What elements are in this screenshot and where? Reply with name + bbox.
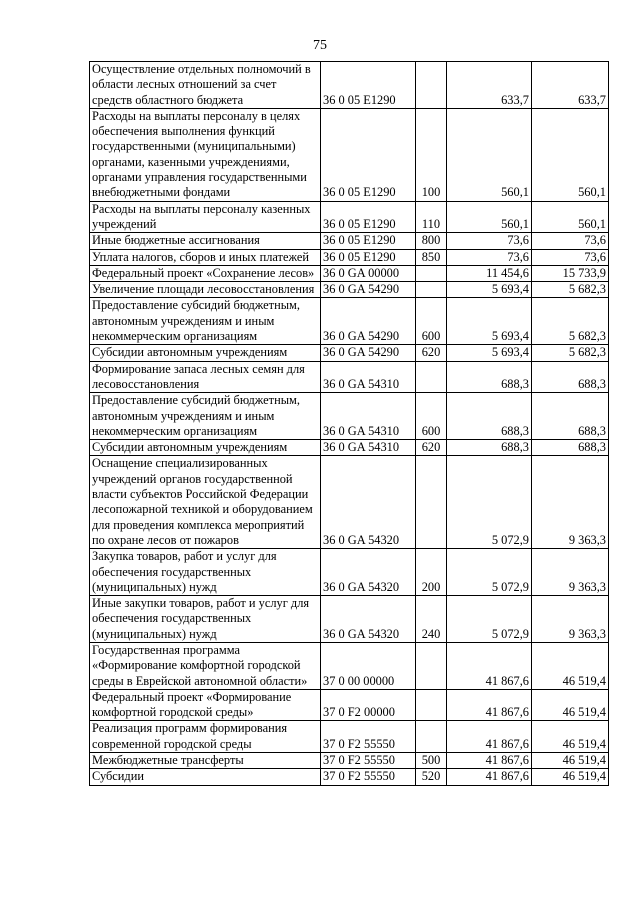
table-row: [90, 282, 609, 298]
row-amount-year1-cell: 73,6: [447, 233, 532, 249]
table-row: [90, 265, 609, 281]
row-amount-year2-cell: 46 519,4: [532, 753, 609, 769]
row-amount-year2-cell: 9 363,3: [532, 456, 609, 549]
row-amount-year1-cell: 688,3: [447, 393, 532, 440]
row-expense-type-cell: 110: [416, 201, 447, 233]
row-code-cell: 36 0 GA 54310: [321, 361, 416, 393]
row-amount-year2-cell: 73,6: [532, 233, 609, 249]
row-amount-year1-cell: 688,3: [447, 440, 532, 456]
row-name-cell: Предоставление субсидий бюджетным, автономным учреждениям и иным некоммерческим организациям: [90, 298, 321, 345]
row-expense-type-cell: [416, 721, 447, 753]
row-amount-year1-cell: 688,3: [447, 361, 532, 393]
row-name-cell: Увеличение площади лесовосстановления: [90, 282, 321, 298]
row-code-cell: 36 0 GA 54320: [321, 596, 416, 643]
table-row: [90, 249, 609, 265]
row-amount-year2-cell: 5 682,3: [532, 298, 609, 345]
row-expense-type-cell: [416, 282, 447, 298]
row-amount-year1-cell: 5 072,9: [447, 596, 532, 643]
row-name-cell: Федеральный проект «Формирование комфортной городской среды»: [90, 689, 321, 721]
row-code-cell: 36 0 05 E1290: [321, 201, 416, 233]
row-amount-year2-cell: 688,3: [532, 361, 609, 393]
row-name-cell: Уплата налогов, сборов и иных платежей: [90, 249, 321, 265]
row-name-cell: Субсидии автономным учреждениям: [90, 345, 321, 361]
row-name-cell: Оснащение специализированных учреждений органов государственной власти субъектов Российской Федерации лесопожарной техникой и оборудованием для проведения комплекса мероприятий по охране лесов от пожаров: [90, 456, 321, 549]
row-amount-year1-cell: 5 072,9: [447, 456, 532, 549]
row-expense-type-cell: [416, 361, 447, 393]
row-expense-type-cell: [416, 62, 447, 109]
row-amount-year2-cell: 560,1: [532, 201, 609, 233]
row-name-cell: Иные бюджетные ассигнования: [90, 233, 321, 249]
table-row: [90, 549, 609, 596]
row-name-cell: Закупка товаров, работ и услуг для обеспечения государственных (муниципальных) нужд: [90, 549, 321, 596]
row-amount-year2-cell: 688,3: [532, 440, 609, 456]
row-expense-type-cell: 240: [416, 596, 447, 643]
row-code-cell: 36 0 05 E1290: [321, 62, 416, 109]
row-amount-year1-cell: 11 454,6: [447, 265, 532, 281]
row-amount-year2-cell: 5 682,3: [532, 345, 609, 361]
table-row: [90, 62, 609, 109]
page-number: 75: [313, 38, 327, 53]
row-amount-year1-cell: 41 867,6: [447, 769, 532, 785]
row-code-cell: 36 0 05 E1290: [321, 249, 416, 265]
row-expense-type-cell: 200: [416, 549, 447, 596]
row-expense-type-cell: [416, 265, 447, 281]
row-expense-type-cell: 100: [416, 108, 447, 201]
row-amount-year1-cell: 560,1: [447, 108, 532, 201]
row-expense-type-cell: 620: [416, 440, 447, 456]
table-row: [90, 201, 609, 233]
row-amount-year2-cell: 73,6: [532, 249, 609, 265]
row-code-cell: 36 0 GA 54290: [321, 282, 416, 298]
row-name-cell: Иные закупки товаров, работ и услуг для обеспечения государственных (муниципальных) нужд: [90, 596, 321, 643]
row-expense-type-cell: 620: [416, 345, 447, 361]
row-code-cell: 36 0 GA 00000: [321, 265, 416, 281]
table-row: [90, 753, 609, 769]
row-name-cell: Федеральный проект «Сохранение лесов»: [90, 265, 321, 281]
row-expense-type-cell: [416, 689, 447, 721]
row-amount-year2-cell: 46 519,4: [532, 769, 609, 785]
row-name-cell: Субсидии: [90, 769, 321, 785]
row-amount-year1-cell: 5 693,4: [447, 282, 532, 298]
row-code-cell: 37 0 00 00000: [321, 642, 416, 689]
row-expense-type-cell: [416, 456, 447, 549]
row-code-cell: 36 0 GA 54320: [321, 456, 416, 549]
row-amount-year1-cell: 41 867,6: [447, 753, 532, 769]
row-name-cell: Реализация программ формирования современной городской среды: [90, 721, 321, 753]
row-amount-year2-cell: 9 363,3: [532, 596, 609, 643]
row-amount-year2-cell: 560,1: [532, 108, 609, 201]
row-amount-year2-cell: 5 682,3: [532, 282, 609, 298]
row-amount-year1-cell: 41 867,6: [447, 689, 532, 721]
row-expense-type-cell: 600: [416, 298, 447, 345]
row-amount-year1-cell: 41 867,6: [447, 721, 532, 753]
row-amount-year1-cell: 73,6: [447, 249, 532, 265]
table-row: [90, 689, 609, 721]
row-name-cell: Межбюджетные трансферты: [90, 753, 321, 769]
table-row: [90, 456, 609, 549]
row-code-cell: 36 0 GA 54290: [321, 345, 416, 361]
table-row: [90, 108, 609, 201]
row-amount-year2-cell: 9 363,3: [532, 549, 609, 596]
row-name-cell: Расходы на выплаты персоналу в целях обеспечения выполнения функций государственными (муниципальными) органами, казенными учреждениями, органами управления государственными внебюджетными фондами: [90, 108, 321, 201]
table-row: [90, 298, 609, 345]
row-amount-year2-cell: 15 733,9: [532, 265, 609, 281]
row-amount-year2-cell: 46 519,4: [532, 642, 609, 689]
table-row: [90, 440, 609, 456]
table-row: [90, 596, 609, 643]
row-code-cell: 37 0 F2 55550: [321, 769, 416, 785]
row-expense-type-cell: 600: [416, 393, 447, 440]
row-amount-year1-cell: 5 693,4: [447, 298, 532, 345]
row-expense-type-cell: 850: [416, 249, 447, 265]
row-code-cell: 36 0 GA 54290: [321, 298, 416, 345]
row-code-cell: 36 0 GA 54310: [321, 440, 416, 456]
row-amount-year2-cell: 633,7: [532, 62, 609, 109]
budget-table-body: [90, 62, 609, 786]
row-amount-year2-cell: 46 519,4: [532, 689, 609, 721]
row-name-cell: Формирование запаса лесных семян для лесовосстановления: [90, 361, 321, 393]
row-amount-year1-cell: 41 867,6: [447, 642, 532, 689]
table-row: [90, 361, 609, 393]
table-row: [90, 642, 609, 689]
row-name-cell: Расходы на выплаты персоналу казенных учреждений: [90, 201, 321, 233]
budget-table: [89, 61, 609, 786]
row-amount-year1-cell: 5 693,4: [447, 345, 532, 361]
row-name-cell: Предоставление субсидий бюджетным, автономным учреждениям и иным некоммерческим организациям: [90, 393, 321, 440]
row-expense-type-cell: 800: [416, 233, 447, 249]
table-row: [90, 393, 609, 440]
row-code-cell: 36 0 GA 54310: [321, 393, 416, 440]
table-row: [90, 233, 609, 249]
row-expense-type-cell: 500: [416, 753, 447, 769]
row-name-cell: Субсидии автономным учреждениям: [90, 440, 321, 456]
row-name-cell: Осуществление отдельных полномочий в области лесных отношений за счет средств областного бюджета: [90, 62, 321, 109]
table-row: [90, 721, 609, 753]
table-row: [90, 345, 609, 361]
table-row: [90, 769, 609, 785]
row-name-cell: Государственная программа «Формирование комфортной городской среды в Еврейской автономной области»: [90, 642, 321, 689]
row-code-cell: 36 0 GA 54320: [321, 549, 416, 596]
row-code-cell: 36 0 05 E1290: [321, 233, 416, 249]
row-amount-year1-cell: 633,7: [447, 62, 532, 109]
row-amount-year1-cell: 5 072,9: [447, 549, 532, 596]
row-code-cell: 37 0 F2 00000: [321, 689, 416, 721]
row-code-cell: 37 0 F2 55550: [321, 721, 416, 753]
row-amount-year2-cell: 46 519,4: [532, 721, 609, 753]
row-expense-type-cell: [416, 642, 447, 689]
row-code-cell: 36 0 05 E1290: [321, 108, 416, 201]
row-expense-type-cell: 520: [416, 769, 447, 785]
row-amount-year1-cell: 560,1: [447, 201, 532, 233]
row-code-cell: 37 0 F2 55550: [321, 753, 416, 769]
row-amount-year2-cell: 688,3: [532, 393, 609, 440]
